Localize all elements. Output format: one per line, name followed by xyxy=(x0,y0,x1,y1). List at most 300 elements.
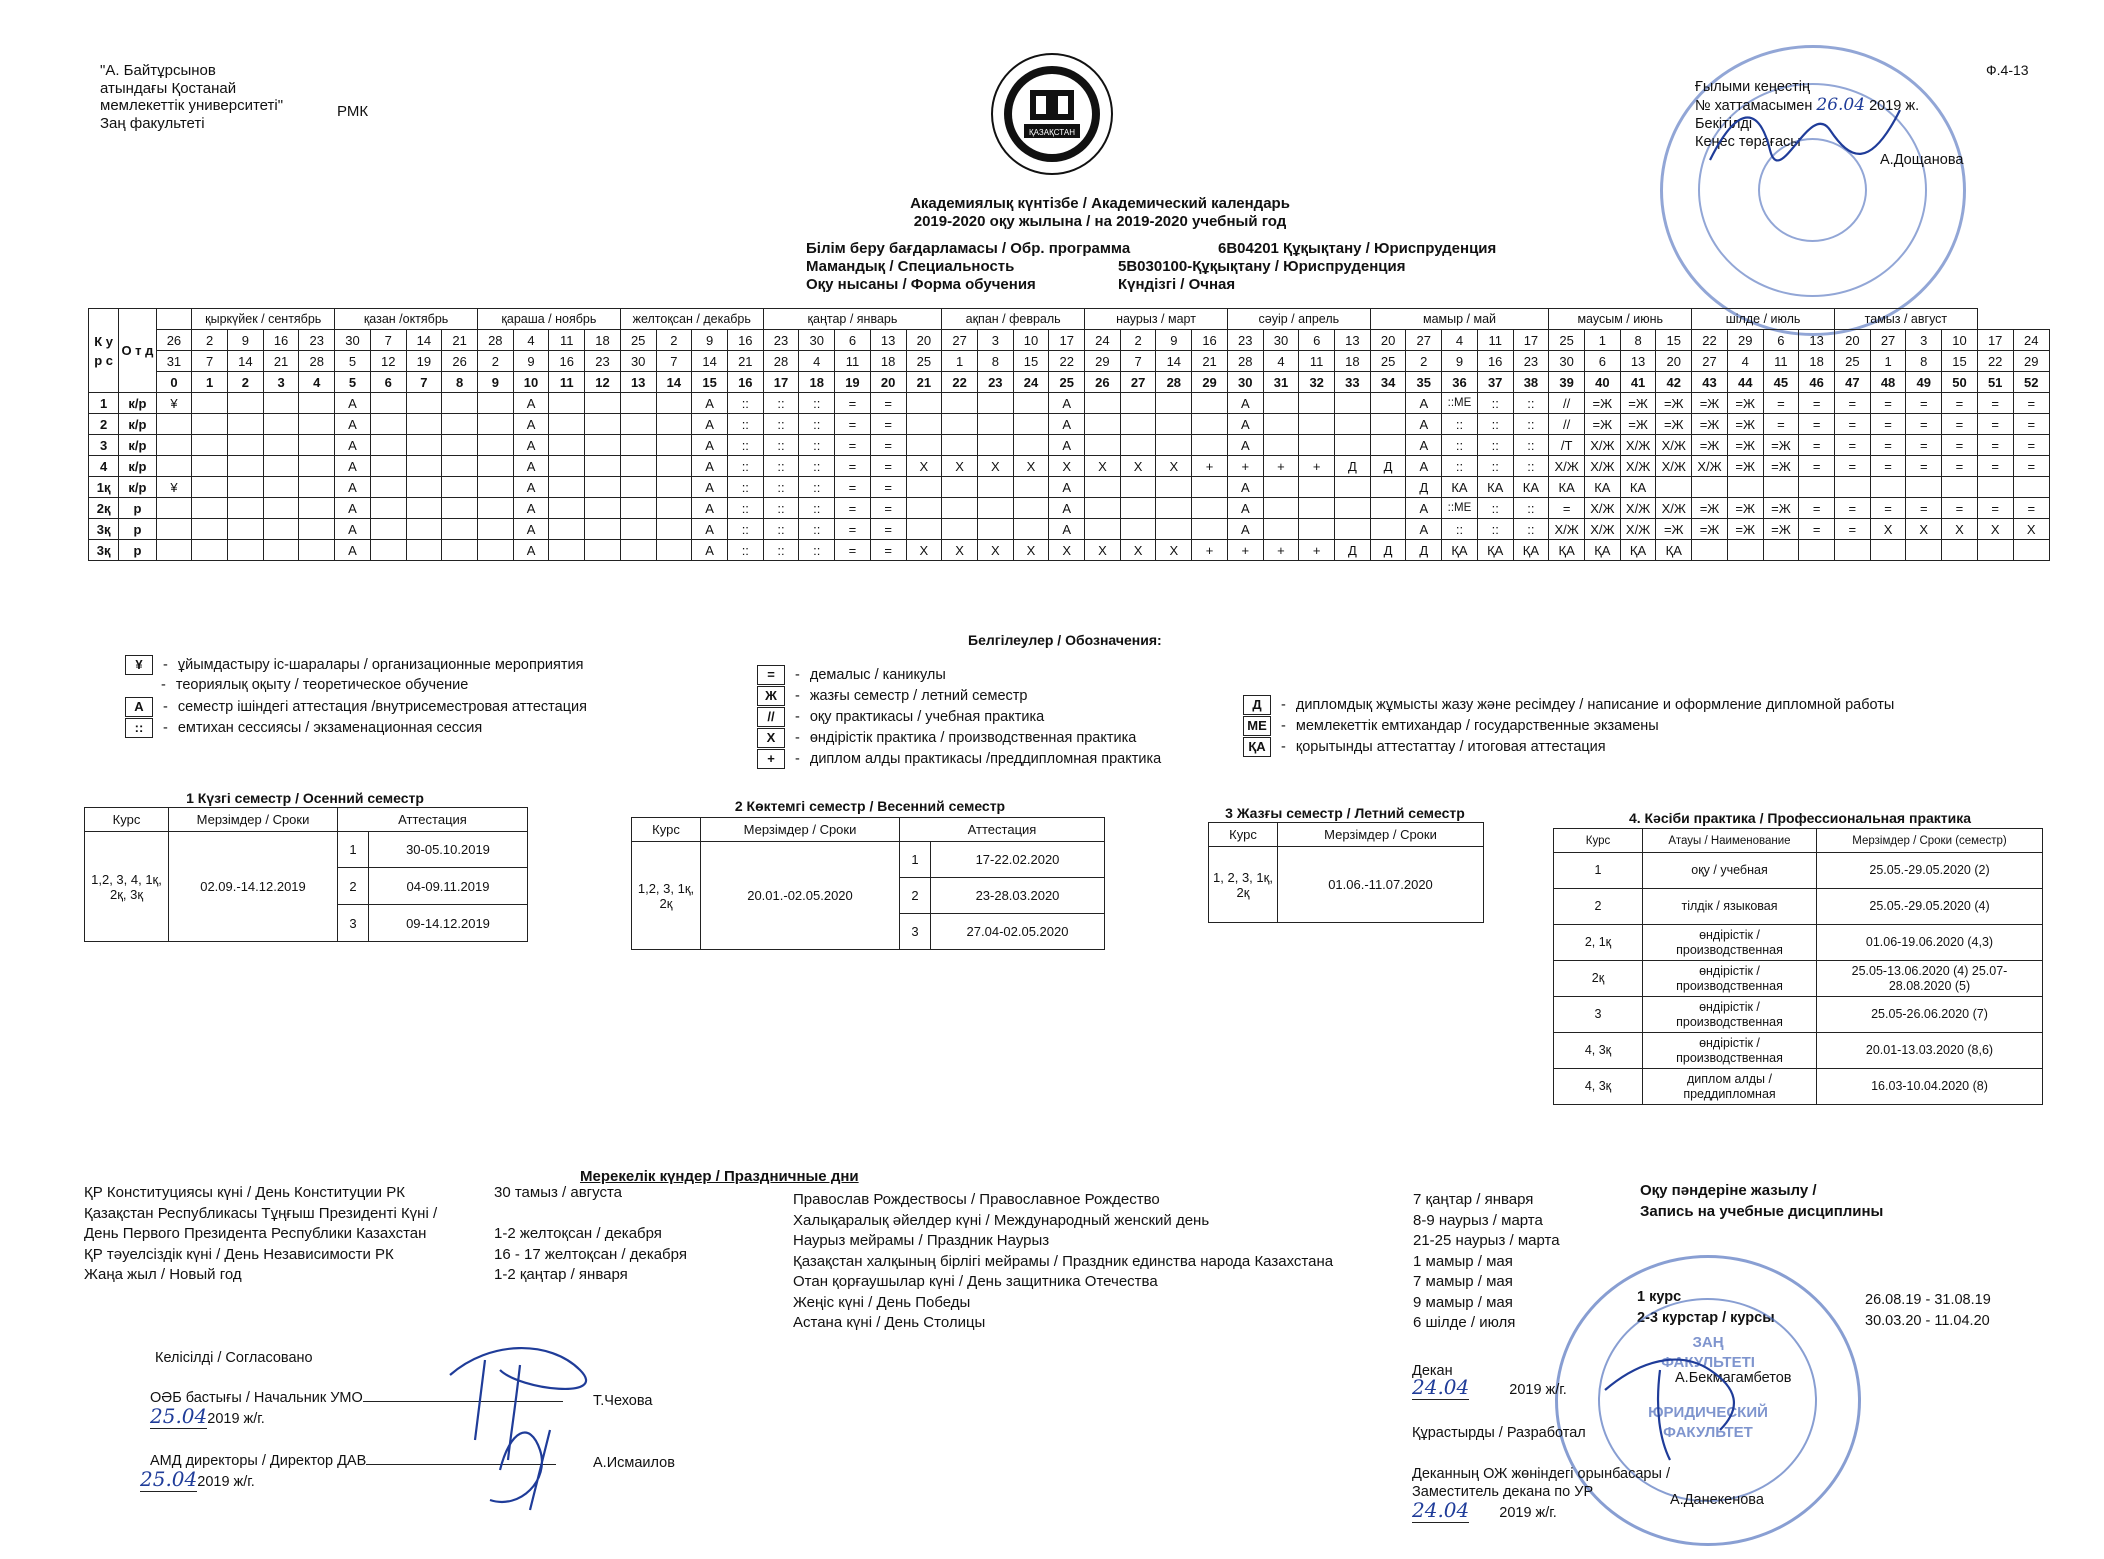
calendar-title: Академиялық күнтізбе / Академический календарь xyxy=(910,195,1290,212)
week-number: 9 xyxy=(477,372,513,393)
schedule-cell xyxy=(1156,414,1192,435)
signature-scribble-icon xyxy=(430,1330,600,1520)
schedule-cell: А xyxy=(1227,414,1263,435)
schedule-cell xyxy=(1299,477,1335,498)
schedule-cell: ҚА xyxy=(1513,540,1549,561)
specialty-label: Мамандық / Специальность xyxy=(806,258,1015,275)
schedule-cell: Х xyxy=(1156,456,1192,477)
sem2-att-num: 3 xyxy=(900,914,931,950)
schedule-cell xyxy=(477,519,513,540)
holiday-row xyxy=(793,1231,1560,1252)
schedule-cell: = xyxy=(1799,393,1835,414)
schedule-cell: = xyxy=(2013,435,2049,456)
practice-row xyxy=(1554,1033,2043,1069)
week-number: 51 xyxy=(1977,372,2013,393)
schedule-cell: :: xyxy=(799,540,835,561)
schedule-cell: =Ж xyxy=(1585,393,1621,414)
schedule-cell: Х xyxy=(1120,456,1156,477)
otd-cell: к/р xyxy=(119,393,156,414)
schedule-cell xyxy=(656,519,692,540)
schedule-cell xyxy=(585,477,621,498)
umo-date-line xyxy=(150,1404,265,1428)
schedule-cell xyxy=(406,540,442,561)
sem1-table xyxy=(84,807,528,942)
schedule-cell xyxy=(1870,540,1906,561)
schedule-cell xyxy=(549,456,585,477)
month-header: мамыр / май xyxy=(1370,309,1549,330)
week-end-day: 28 xyxy=(299,351,335,372)
schedule-cell xyxy=(1263,435,1299,456)
schedule-cell: = xyxy=(1799,414,1835,435)
schedule-cell: А xyxy=(1049,393,1085,414)
deputy-date: 24.04 xyxy=(1412,1498,1470,1522)
schedule-cell: = xyxy=(835,540,871,561)
schedule-cell xyxy=(228,540,264,561)
schedule-cell xyxy=(192,477,228,498)
holiday-date: 1-2 қаңтар / января xyxy=(494,1266,628,1283)
schedule-cell: А xyxy=(335,540,371,561)
schedule-cell xyxy=(442,498,478,519)
legend-item xyxy=(757,749,1161,770)
week-number: 19 xyxy=(835,372,871,393)
sem2-kurs: 1,2, 3, 1қ, 2қ xyxy=(632,842,701,950)
schedule-cell xyxy=(1156,519,1192,540)
week-start-day: 22 xyxy=(1692,330,1728,351)
practice-header: Мерзімдер / Сроки (семестр) xyxy=(1817,829,2043,853)
week-end-day: 16 xyxy=(549,351,585,372)
dav-date: 25.04 xyxy=(140,1467,198,1491)
practice-kurs: 2қ xyxy=(1554,961,1643,997)
schedule-cell: Х/Ж xyxy=(1656,498,1692,519)
holidays-title: Мерекелік күндер / Праздничные дни xyxy=(580,1168,859,1185)
schedule-cell xyxy=(299,435,335,456)
schedule-cell: А xyxy=(1406,435,1442,456)
schedule-cell xyxy=(1835,540,1871,561)
schedule-cell: = xyxy=(1835,414,1871,435)
legend-title: Белгілеулер / Обозначения: xyxy=(968,632,1162,648)
holiday-name: Қазақстан халқының бірлігі мейрамы / Праздник единства народа Казахстана xyxy=(793,1252,1334,1270)
otd-cell: к/р xyxy=(119,456,156,477)
week-number: 24 xyxy=(1013,372,1049,393)
schedule-cell: А xyxy=(1049,519,1085,540)
schedule-cell xyxy=(977,519,1013,540)
deputy-line: Заместитель декана по УР xyxy=(1412,1484,1594,1500)
legend-text: демалыс / каникулы xyxy=(809,666,946,683)
legend-column-2 xyxy=(757,665,1161,770)
schedule-cell: Х xyxy=(1942,519,1978,540)
schedule-cell: Х/Ж xyxy=(1585,456,1621,477)
week-number: 37 xyxy=(1477,372,1513,393)
week-start-day: 9 xyxy=(228,330,264,351)
schedule-cell: КА xyxy=(1477,477,1513,498)
week-start-day: 14 xyxy=(406,330,442,351)
schedule-cell xyxy=(477,477,513,498)
sem2-att-num: 2 xyxy=(900,878,931,914)
schedule-cell xyxy=(1692,477,1728,498)
week-start-day: 16 xyxy=(727,330,763,351)
schedule-cell: = xyxy=(1942,435,1978,456)
schedule-cell: Х/Ж xyxy=(1620,456,1656,477)
week-start-day: 4 xyxy=(513,330,549,351)
schedule-cell: =Ж xyxy=(1727,519,1763,540)
week-start-day: 23 xyxy=(299,330,335,351)
deputy-name: А.Данекенова xyxy=(1670,1492,1764,1508)
schedule-cell: :: xyxy=(727,435,763,456)
schedule-cell: :: xyxy=(1477,519,1513,540)
week-number: 43 xyxy=(1692,372,1728,393)
schedule-cell: =Ж xyxy=(1763,498,1799,519)
week-start-day: 9 xyxy=(692,330,728,351)
schedule-cell: Х xyxy=(977,456,1013,477)
schedule-cell xyxy=(299,498,335,519)
schedule-cell: А xyxy=(513,435,549,456)
schedule-cell xyxy=(299,414,335,435)
schedule-cell: + xyxy=(1299,540,1335,561)
schedule-cell xyxy=(263,477,299,498)
schedule-cell: А xyxy=(513,456,549,477)
otd-cell: к/р xyxy=(119,435,156,456)
schedule-cell xyxy=(406,435,442,456)
legend-dash: - xyxy=(795,687,804,704)
schedule-cell: Х xyxy=(906,456,942,477)
week-number: 25 xyxy=(1049,372,1085,393)
sem3-dates: 01.06.-11.07.2020 xyxy=(1278,847,1484,923)
legend-item xyxy=(125,676,587,697)
sem1-att-num: 1 xyxy=(338,832,369,868)
week-end-day: 5 xyxy=(335,351,371,372)
practice-name: оқу / учебная xyxy=(1643,853,1817,889)
week-number: 36 xyxy=(1442,372,1478,393)
legend-dash: - xyxy=(161,676,170,693)
schedule-cell xyxy=(549,540,585,561)
week-start-day: 11 xyxy=(549,330,585,351)
kurs-cell: 2 xyxy=(89,414,119,435)
stamp-text: ЗАҢ xyxy=(1692,1334,1724,1351)
sem3-kurs: 1, 2, 3, 1қ, 2қ xyxy=(1209,847,1278,923)
schedule-cell xyxy=(1013,435,1049,456)
practice-dates: 25.05.-29.05.2020 (2) xyxy=(1817,853,2043,889)
deputy-line: Деканның ОЖ жөніндегі орынбасары / xyxy=(1412,1466,1670,1482)
schedule-cell xyxy=(477,414,513,435)
schedule-cell: :: xyxy=(727,498,763,519)
schedule-cell xyxy=(477,435,513,456)
schedule-cell: КА xyxy=(1442,477,1478,498)
week-start-day: 23 xyxy=(1227,330,1263,351)
dean-label: Декан xyxy=(1412,1363,1453,1379)
schedule-cell: А xyxy=(692,477,728,498)
week-start-day: 27 xyxy=(942,330,978,351)
schedule-cell: =Ж xyxy=(1692,393,1728,414)
week-number: 27 xyxy=(1120,372,1156,393)
schedule-cell xyxy=(1013,498,1049,519)
week-start-day: 16 xyxy=(1192,330,1228,351)
kurs-cell: 3қ xyxy=(89,519,119,540)
week-end-day: 9 xyxy=(1442,351,1478,372)
schedule-cell xyxy=(977,498,1013,519)
week-start-day: 27 xyxy=(1406,330,1442,351)
approval-line: Ғылыми кеңестің xyxy=(1695,79,1811,95)
practice-name: өндірістік / производственная xyxy=(1643,997,1817,1033)
week-end-day: 22 xyxy=(1049,351,1085,372)
sem2-title: 2 Көктемгі семестр / Весенний семестр xyxy=(734,798,1006,814)
week-number: 34 xyxy=(1370,372,1406,393)
schedule-cell: :: xyxy=(727,456,763,477)
schedule-cell xyxy=(1263,477,1299,498)
schedule-cell: = xyxy=(1942,456,1978,477)
week-number: 33 xyxy=(1335,372,1371,393)
schedule-cell xyxy=(370,456,406,477)
week-end-day: 18 xyxy=(1335,351,1371,372)
schedule-cell: А xyxy=(513,477,549,498)
legend-dash: - xyxy=(795,750,804,767)
schedule-cell: = xyxy=(1799,456,1835,477)
schedule-cell: = xyxy=(2013,498,2049,519)
schedule-cell: :: xyxy=(799,435,835,456)
schedule-cell: :: xyxy=(727,393,763,414)
schedule-cell: :: xyxy=(1513,393,1549,414)
schedule-cell xyxy=(906,477,942,498)
schedule-cell xyxy=(1370,435,1406,456)
schedule-cell: А xyxy=(1406,456,1442,477)
sem1-header: Аттестация xyxy=(338,808,528,832)
sem1-att-date: 04-09.11.2019 xyxy=(369,868,528,905)
legend-text: жазғы семестр / летний семестр xyxy=(809,687,1028,704)
legend-symbol: Х xyxy=(757,728,785,748)
schedule-cell: + xyxy=(1227,456,1263,477)
schedule-cell xyxy=(156,414,192,435)
week-start-day: 17 xyxy=(1513,330,1549,351)
schedule-cell xyxy=(192,540,228,561)
schedule-cell: Х/Ж xyxy=(1656,456,1692,477)
legend-item xyxy=(757,707,1161,728)
schedule-cell: А xyxy=(335,435,371,456)
holiday-name: Православ Рождествосы / Православное Рождество xyxy=(793,1191,1160,1208)
schedule-cell: Х xyxy=(1977,519,2013,540)
schedule-cell xyxy=(1335,414,1371,435)
schedule-cell xyxy=(1799,540,1835,561)
schedule-cell: =Ж xyxy=(1727,435,1763,456)
deputy-year: 2019 ж/г. xyxy=(1499,1505,1557,1521)
sem2-header: Мерзімдер / Сроки xyxy=(701,818,900,842)
week-start-day: 27 xyxy=(1870,330,1906,351)
week-number: 45 xyxy=(1763,372,1799,393)
schedule-cell: А xyxy=(1049,477,1085,498)
schedule-cell xyxy=(942,393,978,414)
schedule-cell: =Ж xyxy=(1727,456,1763,477)
legend-text: қорытынды аттестаттау / итоговая аттестация xyxy=(1295,738,1606,755)
legend-dash: - xyxy=(1281,738,1290,755)
schedule-cell xyxy=(1906,477,1942,498)
university-line: атындағы Қостанай xyxy=(100,79,237,97)
schedule-cell: ҚА xyxy=(1620,540,1656,561)
sem1-title: 1 Күзгі семестр / Осенний семестр xyxy=(186,790,424,806)
schedule-cell xyxy=(1727,477,1763,498)
schedule-cell: Х/Ж xyxy=(1620,435,1656,456)
schedule-cell: :: xyxy=(1477,456,1513,477)
month-header: қаңтар / январь xyxy=(763,309,942,330)
practice-dates: 25.05.-29.05.2020 (4) xyxy=(1817,889,2043,925)
schedule-cell xyxy=(263,414,299,435)
schedule-cell: ҚА xyxy=(1585,540,1621,561)
schedule-cell xyxy=(620,477,656,498)
schedule-cell xyxy=(977,393,1013,414)
week-number: 48 xyxy=(1870,372,1906,393)
schedule-cell: :: xyxy=(763,519,799,540)
schedule-cell xyxy=(1120,435,1156,456)
schedule-cell: + xyxy=(1192,456,1228,477)
week-start-day: 6 xyxy=(835,330,871,351)
schedule-cell xyxy=(1370,477,1406,498)
sem1-dates: 02.09.-14.12.2019 xyxy=(169,832,338,942)
schedule-cell xyxy=(942,519,978,540)
schedule-cell: =Ж xyxy=(1620,414,1656,435)
schedule-cell: =Ж xyxy=(1763,456,1799,477)
schedule-cell: А xyxy=(1049,435,1085,456)
schedule-cell: Д xyxy=(1370,456,1406,477)
schedule-cell: =Ж xyxy=(1656,414,1692,435)
schedule-cell xyxy=(263,393,299,414)
kurs-cell: 3қ xyxy=(89,540,119,561)
schedule-cell: :: xyxy=(727,540,763,561)
schedule-cell: А xyxy=(513,540,549,561)
sem2-att-date: 27.04-02.05.2020 xyxy=(931,914,1105,950)
week-start-day: 24 xyxy=(1085,330,1121,351)
legend-text: емтихан сессиясы / экзаменационная сессия xyxy=(177,719,483,736)
schedule-cell: А xyxy=(692,414,728,435)
practice-dates: 25.05-13.06.2020 (4) 25.07-28.08.2020 (5) xyxy=(1817,961,2043,997)
schedule-cell xyxy=(1120,477,1156,498)
schedule-cell xyxy=(1335,498,1371,519)
schedule-cell xyxy=(406,477,442,498)
practice-row xyxy=(1554,853,2043,889)
week-end-day: 30 xyxy=(620,351,656,372)
calendar-grid xyxy=(88,308,2050,561)
week-end-day: 11 xyxy=(1299,351,1335,372)
week-start-day: 30 xyxy=(335,330,371,351)
schedule-cell: =Ж xyxy=(1692,414,1728,435)
week-number: 21 xyxy=(906,372,942,393)
practice-row xyxy=(1554,1069,2043,1105)
week-number: 28 xyxy=(1156,372,1192,393)
schedule-cell xyxy=(442,519,478,540)
week-end-day: 21 xyxy=(263,351,299,372)
practice-header: Курс xyxy=(1554,829,1643,853)
schedule-cell: = xyxy=(870,519,906,540)
schedule-cell: Х xyxy=(942,456,978,477)
holidays-left xyxy=(84,1183,687,1286)
schedule-cell xyxy=(1370,393,1406,414)
schedule-cell: = xyxy=(1977,456,2013,477)
schedule-cell xyxy=(620,414,656,435)
schedule-cell xyxy=(549,498,585,519)
schedule-cell: :: xyxy=(763,540,799,561)
practice-kurs: 4, 3қ xyxy=(1554,1033,1643,1069)
schedule-cell: :: xyxy=(799,498,835,519)
schedule-cell: Х xyxy=(2013,519,2049,540)
week-end-day: 7 xyxy=(192,351,228,372)
holiday-date: 16 - 17 желтоқсан / декабря xyxy=(494,1245,687,1263)
sem2-table xyxy=(631,817,1105,950)
week-end-day: 29 xyxy=(2013,351,2049,372)
schedule-cell xyxy=(549,477,585,498)
schedule-cell xyxy=(263,498,299,519)
schedule-cell: = xyxy=(1835,519,1871,540)
rmk-label: РМК xyxy=(337,103,369,120)
week-start-day: 26 xyxy=(156,330,192,351)
schedule-cell xyxy=(156,498,192,519)
schedule-cell: А xyxy=(692,435,728,456)
schedule-cell: ::МЕ xyxy=(1442,393,1478,414)
schedule-cell xyxy=(477,393,513,414)
schedule-cell: :: xyxy=(799,393,835,414)
schedule-cell: = xyxy=(1977,435,2013,456)
practice-kurs: 1 xyxy=(1554,853,1643,889)
legend-text: семестр ішіндегі аттестация /внутрисеместровая аттестация xyxy=(177,698,587,715)
schedule-cell xyxy=(1799,477,1835,498)
schedule-cell xyxy=(656,477,692,498)
legend-text: дипломдық жұмысты жазу және ресімдеу / написание и оформление дипломной работы xyxy=(1295,696,1895,713)
schedule-cell xyxy=(156,540,192,561)
schedule-cell: :: xyxy=(799,477,835,498)
week-end-day: 27 xyxy=(1692,351,1728,372)
schedule-cell xyxy=(656,498,692,519)
schedule-cell xyxy=(192,498,228,519)
schedule-cell: Х xyxy=(1870,519,1906,540)
schedule-cell xyxy=(977,414,1013,435)
schedule-cell xyxy=(2013,540,2049,561)
program-value: 6В04201 Құқықтану / Юриспруденция xyxy=(1218,240,1497,257)
otd-header: О т д xyxy=(119,309,156,393)
schedule-cell: = xyxy=(1906,456,1942,477)
week-number: 46 xyxy=(1799,372,1835,393)
schedule-cell xyxy=(1370,498,1406,519)
stamp-text: ЮРИДИЧЕСКИЙ xyxy=(1648,1404,1768,1421)
schedule-cell: // xyxy=(1549,414,1585,435)
schedule-cell: = xyxy=(1835,435,1871,456)
schedule-cell xyxy=(1156,477,1192,498)
week-number: 20 xyxy=(870,372,906,393)
dav-date-line xyxy=(140,1467,255,1491)
week-end-day: 2 xyxy=(477,351,513,372)
schedule-cell: Х xyxy=(1085,456,1121,477)
holiday-date: 9 мамыр / мая xyxy=(1413,1293,1513,1311)
schedule-cell xyxy=(906,393,942,414)
legend-dash: - xyxy=(795,666,804,683)
specialty-value: 5В030100-Құқықтану / Юриспруденция xyxy=(1118,258,1406,275)
week-start-day: 2 xyxy=(192,330,228,351)
agreed-label: Келісілді / Согласовано xyxy=(155,1350,313,1366)
schedule-cell: А xyxy=(335,519,371,540)
schedule-cell: = xyxy=(1799,498,1835,519)
schedule-cell xyxy=(442,435,478,456)
schedule-cell: А xyxy=(335,477,371,498)
schedule-cell: :: xyxy=(1513,414,1549,435)
week-start-day: 17 xyxy=(1049,330,1085,351)
schedule-cell xyxy=(585,414,621,435)
week-end-day: 25 xyxy=(1370,351,1406,372)
schedule-cell xyxy=(477,540,513,561)
schedule-cell: ¥ xyxy=(156,393,192,414)
practice-kurs: 3 xyxy=(1554,997,1643,1033)
week-end-day: 21 xyxy=(1192,351,1228,372)
schedule-cell xyxy=(1192,519,1228,540)
legend-item xyxy=(757,728,1161,749)
schedule-cell: КА xyxy=(1585,477,1621,498)
week-number: 32 xyxy=(1299,372,1335,393)
holiday-date: 1-2 желтоқсан / декабря xyxy=(494,1225,662,1242)
week-end-day: 15 xyxy=(1013,351,1049,372)
schedule-cell xyxy=(1263,498,1299,519)
